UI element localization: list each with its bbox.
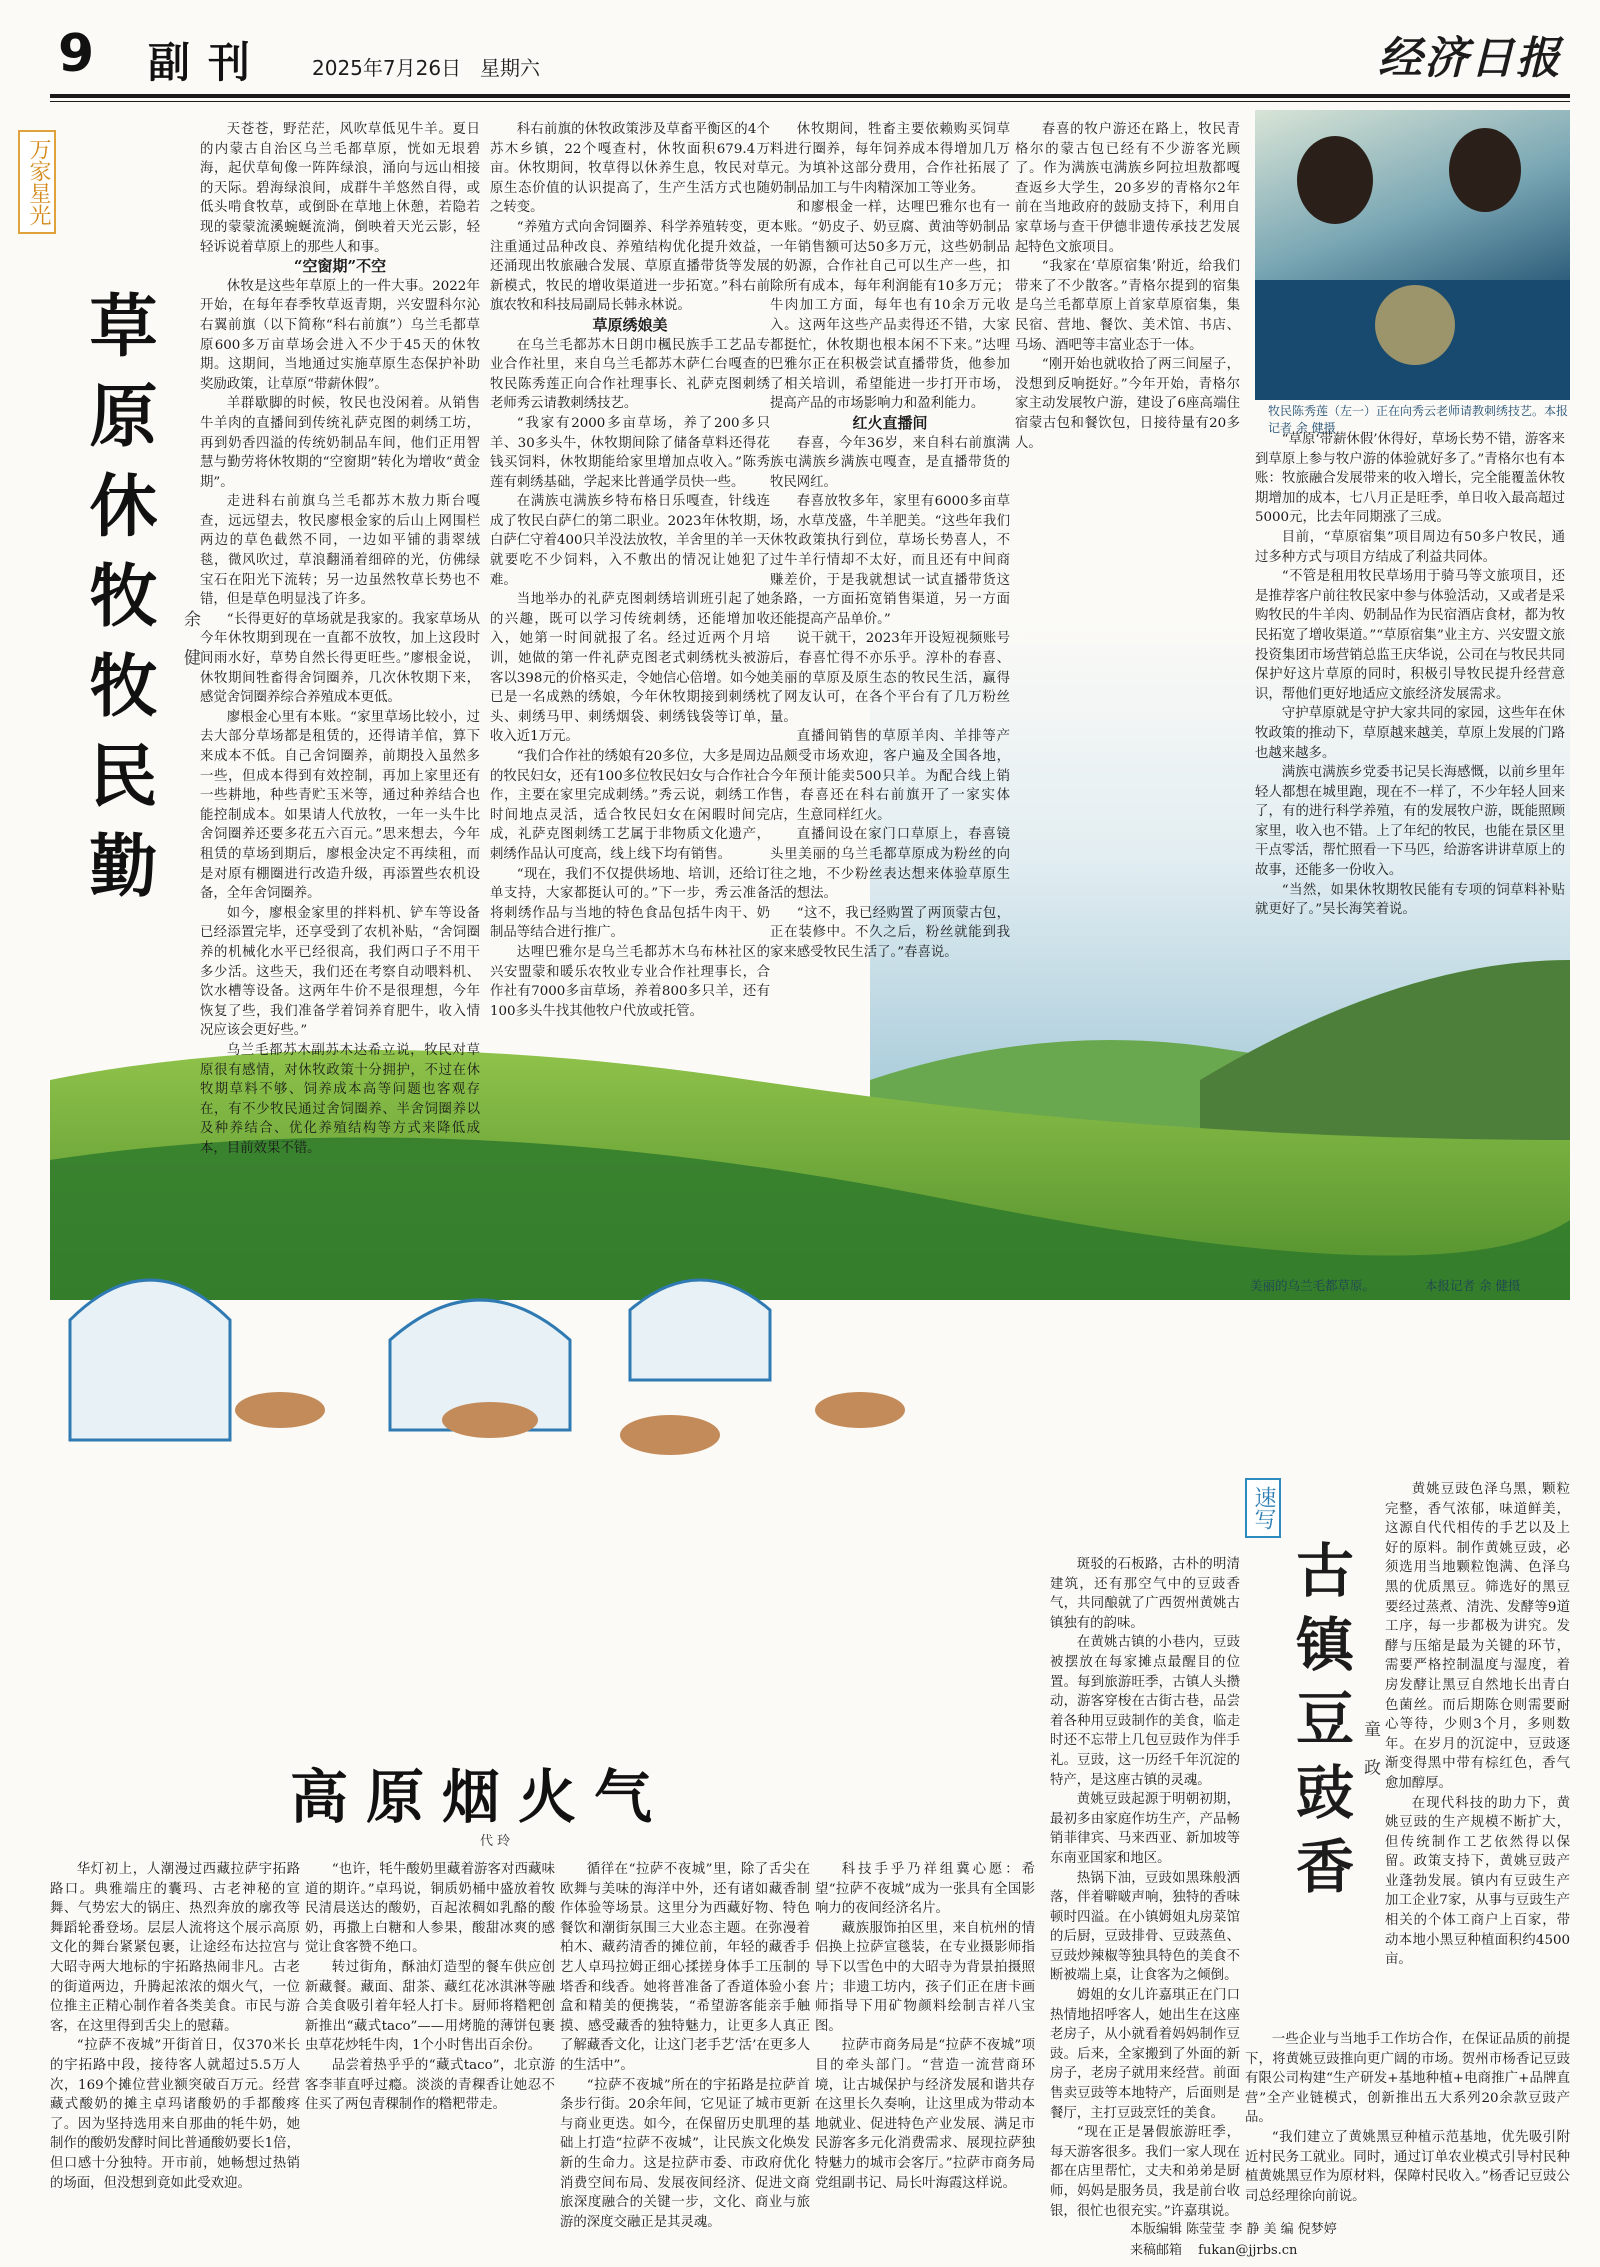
subheading: “空窗期”不空	[293, 257, 387, 276]
feature-column-5	[1255, 430, 1565, 920]
paragraph: “养殖方式向舍饲圈养、科学养殖转变，更注重通过品种改良、养殖结构优化提升效益，还涌现出牧旅融合发展、草原直播带货等发展新模式，牧民的增收渠道进一步拓宽。”科右前旗农牧和科技局副局长韩永林说。	[490, 219, 770, 314]
issue-date: 2025年7月26日	[312, 56, 462, 80]
article3-column-2	[1385, 1480, 1570, 1970]
grassland-photo-credit: 本报记者 余 健摄	[1425, 1278, 1521, 1293]
article2-column-4	[815, 1860, 1035, 2193]
paragraph: 直播间销售的草原羊肉、羊排等产品颇受市场欢迎，客户遍及全国各地，今年预计能卖500只羊。为配合线上销售，春喜还在科右前旗开了一家实体店，生意同样红火。	[770, 729, 1010, 823]
paragraph: 乌兰毛都苏木副苏木达希立说，牧民对草原很有感情，对休牧政策十分拥护，不过在休牧期草料不够、饲养成本高等问题也客观存在，有不少牧民通过舍饲圈养、半舍饲圈养以及种养结合、优化养殖结构等方式来降低成本，目前效果不错。	[200, 1042, 480, 1156]
feature-column-2	[490, 120, 770, 1021]
paragraph: “这不，我已经购置了两顶蒙古包，正在装修中。不久之后，粉丝就能到我家来感受牧民生活了。”春喜说。	[770, 905, 1010, 960]
paragraph: 藏族服饰拍区里，来自杭州的情侣换上拉萨宣毯装，在专业摄影师指导下以雪色中的大昭寺为背景拍摄照片；非遗工坊内，孩子们正在唐卡画师指导下用矿物颜料绘制吉祥八宝图。	[815, 1920, 1035, 2034]
paragraph: 走进科右前旗乌兰毛都苏木敖力斯台嘎查，远远望去，牧民廖根金家的后山上网围栏两边的草色截然不同，一边如平铺的翡翠绒毯，微风吹过，草浪翻涌着细碎的光，仿佛绿宝石在阳光下流转；另一边虽然牧草长势也不错，但是草色明显浅了许多。	[200, 494, 480, 608]
yurt-1	[70, 1280, 230, 1440]
paragraph: “也许，牦牛酸奶里藏着游客对西藏味道的期许。”卓玛说，铜质奶桶中盛放着牧民清晨送达的酸奶，百起浓稠如乳酪的酸奶，再撒上白糖和人参果，酸甜冰爽的感觉让食客赞不绝口。	[305, 1862, 555, 1956]
paragraph: “现在，我们不仅提供场地、培训，还给订单支持，大家都挺认可的。”下一步，秀云准备将刺绣作品与当地的特色食品包括牛肉干、奶制品等结合进行推广。	[490, 866, 770, 941]
paragraph: 一些企业与当地手工作坊合作，在保证品质的前提下，将黄姚豆豉推向更广阔的市场。贺州市杨香记豆豉有限公司构建“生产研发+基地种植+电商推广+品牌直营”全产业链模式，创新推出五大系列20余款豆豉产品。	[1245, 2032, 1570, 2126]
editors-credit: 本版编辑 陈莹莹 李 静 美 编 倪梦婷	[1130, 2222, 1337, 2237]
section-title: 副刊	[148, 38, 269, 87]
paragraph: “不管是租用牧民草场用于骑马等文旅项目，还是推荐客户前往牧民家中参与体验活动，又或者是采购牧民的牛羊肉、奶制品作为民宿酒店食材，都为牧民拓宽了增收渠道。”“草原宿集”业主方、兴安盟文旅投资集团市场营销总监王庆华说，公司在与牧民共同保护好这片草原的同时，积极引导牧民提升经营意识，帮他们更好地适应文旅经济发展需求。	[1255, 569, 1565, 702]
paragraph: 休牧是这些年草原上的一件大事。2022年开始，在每年春季牧草返青期，兴安盟科尔沁右翼前旗（以下简称“科右前旗”）乌兰毛都草原600多万亩草场会进入不少于45天的休牧期。这期间，当地通过实施草原生态保护补助奖励政策，让草原“带薪休假”。	[200, 278, 480, 392]
subheading: 红火直播间	[852, 413, 928, 432]
paragraph: “我家在‘草原宿集’附近，给我们带来了不少散客。”青格尔提到的宿集是乌兰毛都草原上首家草原宿集，集民宿、营地、餐饮、美术馆、书店、马场、酒吧等丰富业态于一体。	[1015, 259, 1240, 353]
paragraph: 如今，廖根金家里的拌料机、铲车等设备已经添置完毕，还享受到了农机补贴，“舍饲圈养的机械化水平已经很高，我们两口子不用干多少活。这些天，我们还在考察自动喂料机、饮水槽等设备。这两年牛价不是很理想，今年恢复了些，我们准备学着饲养育肥牛，收入情况应该会更好些。”	[200, 905, 480, 1039]
email-label: 来稿邮箱	[1130, 2243, 1183, 2258]
paragraph: “我们合作社的绣娘有20多位，大多是周边的牧民妇女，还有100多位牧民妇女与合作社合作，主要在家里完成刺绣。”秀云说，刺绣工作时间地点灵活，适合牧民妇女在闲暇时间完成，礼萨克图刺绣工艺属于非物质文化遗产，刺绣作品认可度高，线上线下均有销售。	[490, 749, 770, 862]
paragraph: 科右前旗的休牧政策涉及草畜平衡区的4个苏木乡镇，22个嘎查村，休牧面积679.4万亩。休牧期间，牧草得以休养生息，牧民对草原生态价值的认识提高了，生产生活方式也随之转变。	[490, 122, 770, 216]
paragraph: 休牧期间，牲畜主要依赖购买饲草料进行圈养，每年饲养成本得增加几万元。为填补这部分费用，合作社拓展了奶制品加工与牛肉精深加工等业务。	[770, 122, 1010, 196]
footer	[1130, 2218, 1337, 2258]
paragraph: 黄姚豆豉色泽乌黑，颗粒完整，香气浓郁，味道鲜美，这源自代代相传的手艺以及上好的原料。制作黄姚豆豉，必须选用当地颗粒饱满、色泽乌黑的优质黑豆。筛选好的黑豆要经过蒸煮、清洗、发酵等9道工序，每一步都极为讲究。发酵与压缩是最为关键的环节，需要严格控制温度与湿度，着房发酵让黑豆自然地长出青白色菌丝。而后期陈仓则需要耐心等待，少则3个月，多则数年。在岁月的沉淀中，豆豉逐渐变得黑中带有棕红色，香气愈加醇厚。	[1385, 1482, 1570, 1791]
feature-title: 草原休牧牧民勤	[78, 290, 158, 920]
feature-column-1	[200, 120, 480, 1158]
article2-column-2	[305, 1860, 555, 2115]
article3-column-3	[1245, 2030, 1570, 2206]
paragraph: 当地举办的礼萨克图刺绣培训班引起了她的兴趣，既可以学习传统刺绣，还能增加收入，她第一时间就报了名。经过近两个月培训，她做的第一件礼萨克图老式刺绣枕头被游客以398元的价格买走，令她信心倍增。如今她已是一名成熟的绣娘，今年休牧期接到刺绣枕头、刺绣马甲、刺绣烟袋、刺绣钱袋等订单，收入近1万元。	[490, 592, 770, 745]
paragraph: 满族屯满族乡党委书记吴长海感慨，以前乡里年轻人都想在城里跑，现在不一样了，不少年轻人回来了，有的进行科学养殖，有的发展牧户游，既能照顾家里，收入也不错。上了年纪的牧民，也能在景区里干点零活，帮忙照看一下马匹，给游客讲讲草原上的故事，还能多一份收入。	[1255, 765, 1565, 879]
yurt-3	[630, 1280, 770, 1380]
paragraph: 在满族屯满族乡特布格日乐嘎查，针线连成了牧民白萨仁的第二职业。2023年休牧期，白萨仁守着400只羊没法放牧，羊舍里的羊一天就要吃不少饲料，入不敷出的情况让她犯了难。	[490, 494, 770, 588]
paragraph: 直播间设在家门口草原上，春喜镜头里美丽的乌兰毛都草原成为粉丝的向往之地，不少粉丝表达想来体验草原生活的想法。	[770, 827, 1010, 902]
paragraph: “当然，如果休牧期牧民能有专项的饲草料补贴就更好了。”吴长海笑着说。	[1255, 882, 1565, 918]
paragraph: “刚开始也就收拾了两三间屋子，没想到反响挺好。”今年开始，青格尔家主动发展牧户游，建设了6座高端住宿蒙古包和餐饮包，日接待量有20多人。	[1015, 357, 1240, 451]
issue-weekday: 星期六	[480, 56, 540, 80]
paragraph: 品尝着热乎乎的“藏式taco”，北京游客李菲直呼过瘾。淡淡的青稞香让她忍不住买了两包青稞制作的糌粑带走。	[305, 2057, 555, 2113]
paragraph: 科技手乎乃祥组冀心愿：希望“拉萨不夜城”成为一张具有全国影响力的夜间经济名片。	[815, 1862, 1035, 1917]
column-tag: 万家星光	[18, 130, 56, 234]
paragraph: 达哩巴雅尔是乌兰毛都苏木乌布林社区的兴安盟蒙和暖乐农牧业专业合作社理事长，合作社有7000多亩草场，养着800多只羊，还有100多头牛找其他牧户代放或托管。	[490, 944, 770, 1019]
feature-column-4	[1015, 120, 1240, 453]
page-number: 9	[58, 24, 95, 84]
paragraph: 在现代科技的助力下，黄姚豆豉的生产规模不断扩大，但传统制作工艺依然得以保留。政策支持下，黄姚豆豉产业蓬勃发展。镇内有豆豉生产加工企业7家，从事与豆豉生产相关的个体工商户上百家，带动本地小黑豆种植面积约4500亩。	[1385, 1795, 1570, 1968]
paragraph: 春喜，今年36岁，来自科右前旗满族屯满族乡满族屯嘎查，是直播带货的牧民网红。	[770, 435, 1010, 490]
paper-logo: 经济日报	[1378, 33, 1562, 84]
paragraph: 说干就干，2023年开设短视频账号后，春喜忙得不亦乐乎。淳朴的春喜、美丽的草原及原生态的牧民生活，赢得了网友认可，在各个平台有了几万粉丝量。	[770, 631, 1010, 725]
article2-title: 高原烟火气	[290, 1763, 671, 1831]
embroidery-photo-caption: 牧民陈秀莲（左一）正在向秀云老师请教刺绣技艺。本报记者 余 健摄	[1268, 404, 1569, 435]
paragraph: 天苍苍，野茫茫，风吹草低见牛羊。夏日的内蒙古自治区乌兰毛都草原，恍如无垠碧海，起伏草甸像一阵阵绿浪，涌向与远山相接的天际。碧海绿浪间，成群牛羊悠然自得，或低头啃食牧草，或倒卧在草地上休憩，若隐若现的蒙蒙流溪蜿蜒流淌，倒映着天光云影，轻轻诉说着草原上的那些人和事。	[200, 122, 480, 255]
article3-column-1	[1050, 1555, 1240, 2221]
paragraph: 和廖根金一样，达哩巴雅尔也有一本账。“奶皮子、奶豆腐、黄油等奶制品一年销售额可达50多万元，这些奶制品的奶源，合作社自己可以生产一些，扣除所有成本，每年利润能有10多万元；牛肉加工方面，每年也有10余万元收入。这两年这些产品卖得还不错，大家都挺忙，休牧期也根本闲不下来。”达哩巴雅尔正在积极尝试直播带货，他参加了相关培训，希望能进一步打开市场，提高产品的市场影响力和盈利能力。	[770, 200, 1010, 412]
paragraph: 守护草原就是守护大家共同的家园，这些年在休牧政策的推动下，草原越来越美，草原上发展的门路也越来越多。	[1255, 706, 1565, 761]
paragraph: “现在正是暑假旅游旺季，每天游客很多。我们一家人现在都在店里帮忙，丈夫和弟弟是厨师，妈妈是服务员，我是前台收银，很忙也很充实。”许嘉琪说。	[1050, 2125, 1240, 2219]
paragraph: 拉萨市商务局是“拉萨不夜城”项目的牵头部门。“营造一流营商环境，让古城保护与经济发展和谐共存在这里长久奏响，让这里成为带动本地就业、促进特色产业发展、满足市民游客多元化消费需求、展现拉萨独特魅力的城市会客厅。”拉萨市商务局党组副书记、局长叶海霞这样说。	[815, 2038, 1035, 2191]
masthead	[0, 0, 1600, 100]
article2-column-1	[50, 1860, 300, 2193]
paragraph: 春喜的牧户游还在路上，牧民青格尔的蒙古包已经有不少游客光顾了。作为满族屯满族乡阿拉坦敖都嘎查返乡大学生，20多岁的青格尔2年前在当地政府的鼓励支持下，利用自家草场与查干伊德非遗传承技艺发展起特色文旅项目。	[1015, 122, 1240, 255]
grassland-photo-caption: 美丽的乌兰毛都草原。	[1250, 1278, 1376, 1293]
paragraph: 在乌兰毛都苏木日朗巾楓民族手工艺品专业合作社里，来自乌兰毛都苏木萨仁台嘎查的牧民陈秀莲正向合作社理事长、礼萨克图刺绣老师秀云请教刺绣技艺。	[490, 337, 770, 412]
paragraph: “草原‘带薪休假’休得好，草场长势不错，游客来到草原上参与牧户游的体验就好多了。”青格尔也有本账：牧旅融合发展带来的收入增长，完全能覆盖休牧期增加的成本，七八月正是旺季，单日收入最高超过5000元，比去年同期涨了三成。	[1255, 432, 1565, 526]
embroidery-photo	[1255, 110, 1570, 400]
embroidery-photo-art	[1255, 110, 1570, 400]
paragraph: 廖根金心里有本账。“家里草场比较小，过去大部分草场都是租赁的，还得请羊倌，算下来成本不低。自己舍饲圈养，前期投入虽然多一些，但成本得到有效控制，再加上家里还有一些耕地，种些青贮玉米等，通过种养结合也能控制成本。如果请人代放牧，一年一头牛比舍饲圈养还要多花五六百元。”思来想去，今年租赁的草场到期后，廖根金决定不再续租，而是对原有棚圈进行改造升级，再添置些农机设备，全年舍饲圈养。	[200, 709, 480, 902]
feature-column-3	[770, 120, 1010, 963]
paragraph: 羊群歇脚的时候，牧民也没闲着。从销售牛羊肉的直播间到传统礼萨克图的刺绣工坊，再到奶香四溢的传统奶制品车间，他们正用智慧与勤劳将休牧期的“空窗期”转化为增收“黄金期”。	[200, 396, 480, 490]
yurts-horses-illustration	[50, 1180, 1100, 1480]
paragraph: “拉萨不夜城”所在的宇拓路是拉萨首条步行街。20余年间，它见证了城市更新与商业更迭。如今，在保留历史肌理的基础上打造“拉萨不夜城”，让民族文化焕发新的生命力。这是拉萨市委、市政府优化消费空间布局、发展夜间经济、促进文商旅深度融合的关键一步，文化、商业与旅游的深度交融正是其灵魂。	[560, 2077, 810, 2230]
article3-title: 古镇豆豉香	[1286, 1540, 1354, 1910]
paragraph: 在黄姚古镇的小巷内，豆豉被摆放在每家摊点最醒目的位置。每到旅游旺季，古镇人头攒动，游客穿梭在古街古巷，品尝着各种用豆豉制作的美食，临走时还不忘带上几包豆豉作为伴手礼。豆豉，这一历经千年沉淀的特产，是这座古镇的灵魂。	[1050, 1635, 1240, 1788]
paragraph: 热锅下油，豆豉如黑珠般洒落，伴着噼啵声响，独特的香味顿时四溢。在小镇姆姐丸房菜馆的后厨，豆豉排骨、豆豉蒸鱼、豆豉炒辣椒等独具特色的美食不断被端上桌，让食客为之倾倒。	[1050, 1870, 1240, 1984]
subheading: 草原绣娘美	[592, 315, 668, 334]
paragraph: 斑驳的石板路，古朴的明清建筑，还有那空气中的豆豉香气，共同酿就了广西贺州黄姚古镇独有的韵味。	[1050, 1557, 1240, 1631]
paragraph: “拉萨不夜城”开街首日，仅370米长的宇拓路中段，接待客人就超过5.5万人次，169个摊位营业额突破百万元。经营藏式酸奶的摊主卓玛诸酸奶的手都酸疼了。因为坚持选用来自那曲的牦牛奶，她制作的酸奶发酵时间比普通酸奶要长1倍，但口感十分独特。开市前，她畅想过热销的场面，但没想到竟如此受欢迎。	[50, 2038, 300, 2191]
paragraph: “我们建立了黄姚黑豆种植示范基地，优先吸引附近村民务工就业。同时，通过订单农业模式引导村民种植黄姚黑豆作为原材料，保障村民收入。”杨香记豆豉公司总经理徐向前说。	[1245, 2129, 1570, 2204]
paragraph: “长得更好的草场就是我家的。我家草场从今年休牧期到现在一直都不放牧，加上这段时间雨水好，草势自然长得更旺些。”廖根金说，休牧期间牲畜得舍饲圈养，几次休牧期下来，感觉舍饲圈养综合养殖成本更低。	[200, 611, 480, 706]
paragraph: 黄姚豆豉起源于明朝初期，最初多由家庭作坊生产，产品畅销菲律宾、马来西亚、新加坡等东南亚国家和地区。	[1050, 1792, 1240, 1866]
paragraph: 循徉在“拉萨不夜城”里，除了舌尖在欧舞与美味的海洋中外，还有诸如藏香制作体验等场景。这里分为西藏好物、特色餐饮和潮街氛围三大业态主题。在弥漫着柏木、藏药清香的摊位前，年轻的藏香手艺人卓玛拉姆正细心揉搓身体手工压制的塔香和线香。她将普准备了香道体验小套盒和精美的便携装，“希望游客能亲手触摸、感受藏香的独特魅力，让更多人真正了解藏香文化，让这门老手艺‘活’在更多人的生活中”。	[560, 1862, 810, 2073]
paragraph: “我家有2000多亩草场，养了200多只羊、30多头牛，休牧期间除了储备草料还得花钱买饲料，休牧期能给家里增加点收入。”陈秀莲有刺绣基础，学起来比普通学员快一些。	[490, 415, 770, 490]
feature-author: 余 健	[180, 610, 200, 674]
article2-column-3	[560, 1860, 810, 2232]
email-address: fukan@jjrbs.cn	[1198, 2243, 1298, 2258]
paragraph: 目前，“草原宿集”项目周边有50多户牧民，通过多种方式与项目方结成了利益共同体。	[1255, 529, 1565, 565]
paragraph: 转过街角，酥油灯造型的餐车供应创新藏餐。藏面、甜茶、藏红花冰淇淋等融合美食吸引着年轻人打卡。厨师将糌粑创新推出“藏式taco”——用烤脆的薄饼包裹虫草花炒牦牛肉，1个小时售出百余份。	[305, 1959, 555, 2054]
paragraph: 春喜放牧多年，家里有6000多亩草场，水草茂盛，牛羊肥美。“这些年我们休牧政策执行到位，草场长势喜人，不过牛羊行情却不太好，而且还有中间商赚差价，于是我就想试一试直播带货这条路，一方面拓宽销售渠道，另一方面还能提高产品单价。”	[770, 494, 1010, 627]
article3-column-tag: 速写	[1245, 1478, 1281, 1538]
masthead-rule-thin	[50, 101, 1570, 102]
paragraph: 华灯初上，人潮漫过西藏拉萨宇拓路路口。典雅端庄的囊玛、古老神秘的宣舞、气势宏大的锅庄、热烈奔放的廓孜等舞蹈轮番登场。层层人流将这个展示高原文化的舞台紧紧包裹，让途经布达拉宫与大昭寺两大地标的宇拓路热闹非凡。古老的街道两边，升腾起浓浓的烟火气，一位位推主正精心制作着各类美食。市民与游客，在这里得到舌尖上的慰藉。	[50, 1862, 300, 2034]
paragraph: 姆姐的女儿许嘉琪正在门口热情地招呼客人，她出生在这座老房子，从小就看着妈妈制作豆豉。后来，全家搬到了外面的新房子，老房子就用来经营。前面售卖豆豉等本地特产，后面则是餐厅，主打豆豉烹饪的美食。	[1050, 1988, 1240, 2121]
article2-author: 代 玲	[480, 1834, 511, 1849]
masthead-rule	[50, 94, 1570, 98]
article3-author: 童 政	[1360, 1720, 1380, 1784]
